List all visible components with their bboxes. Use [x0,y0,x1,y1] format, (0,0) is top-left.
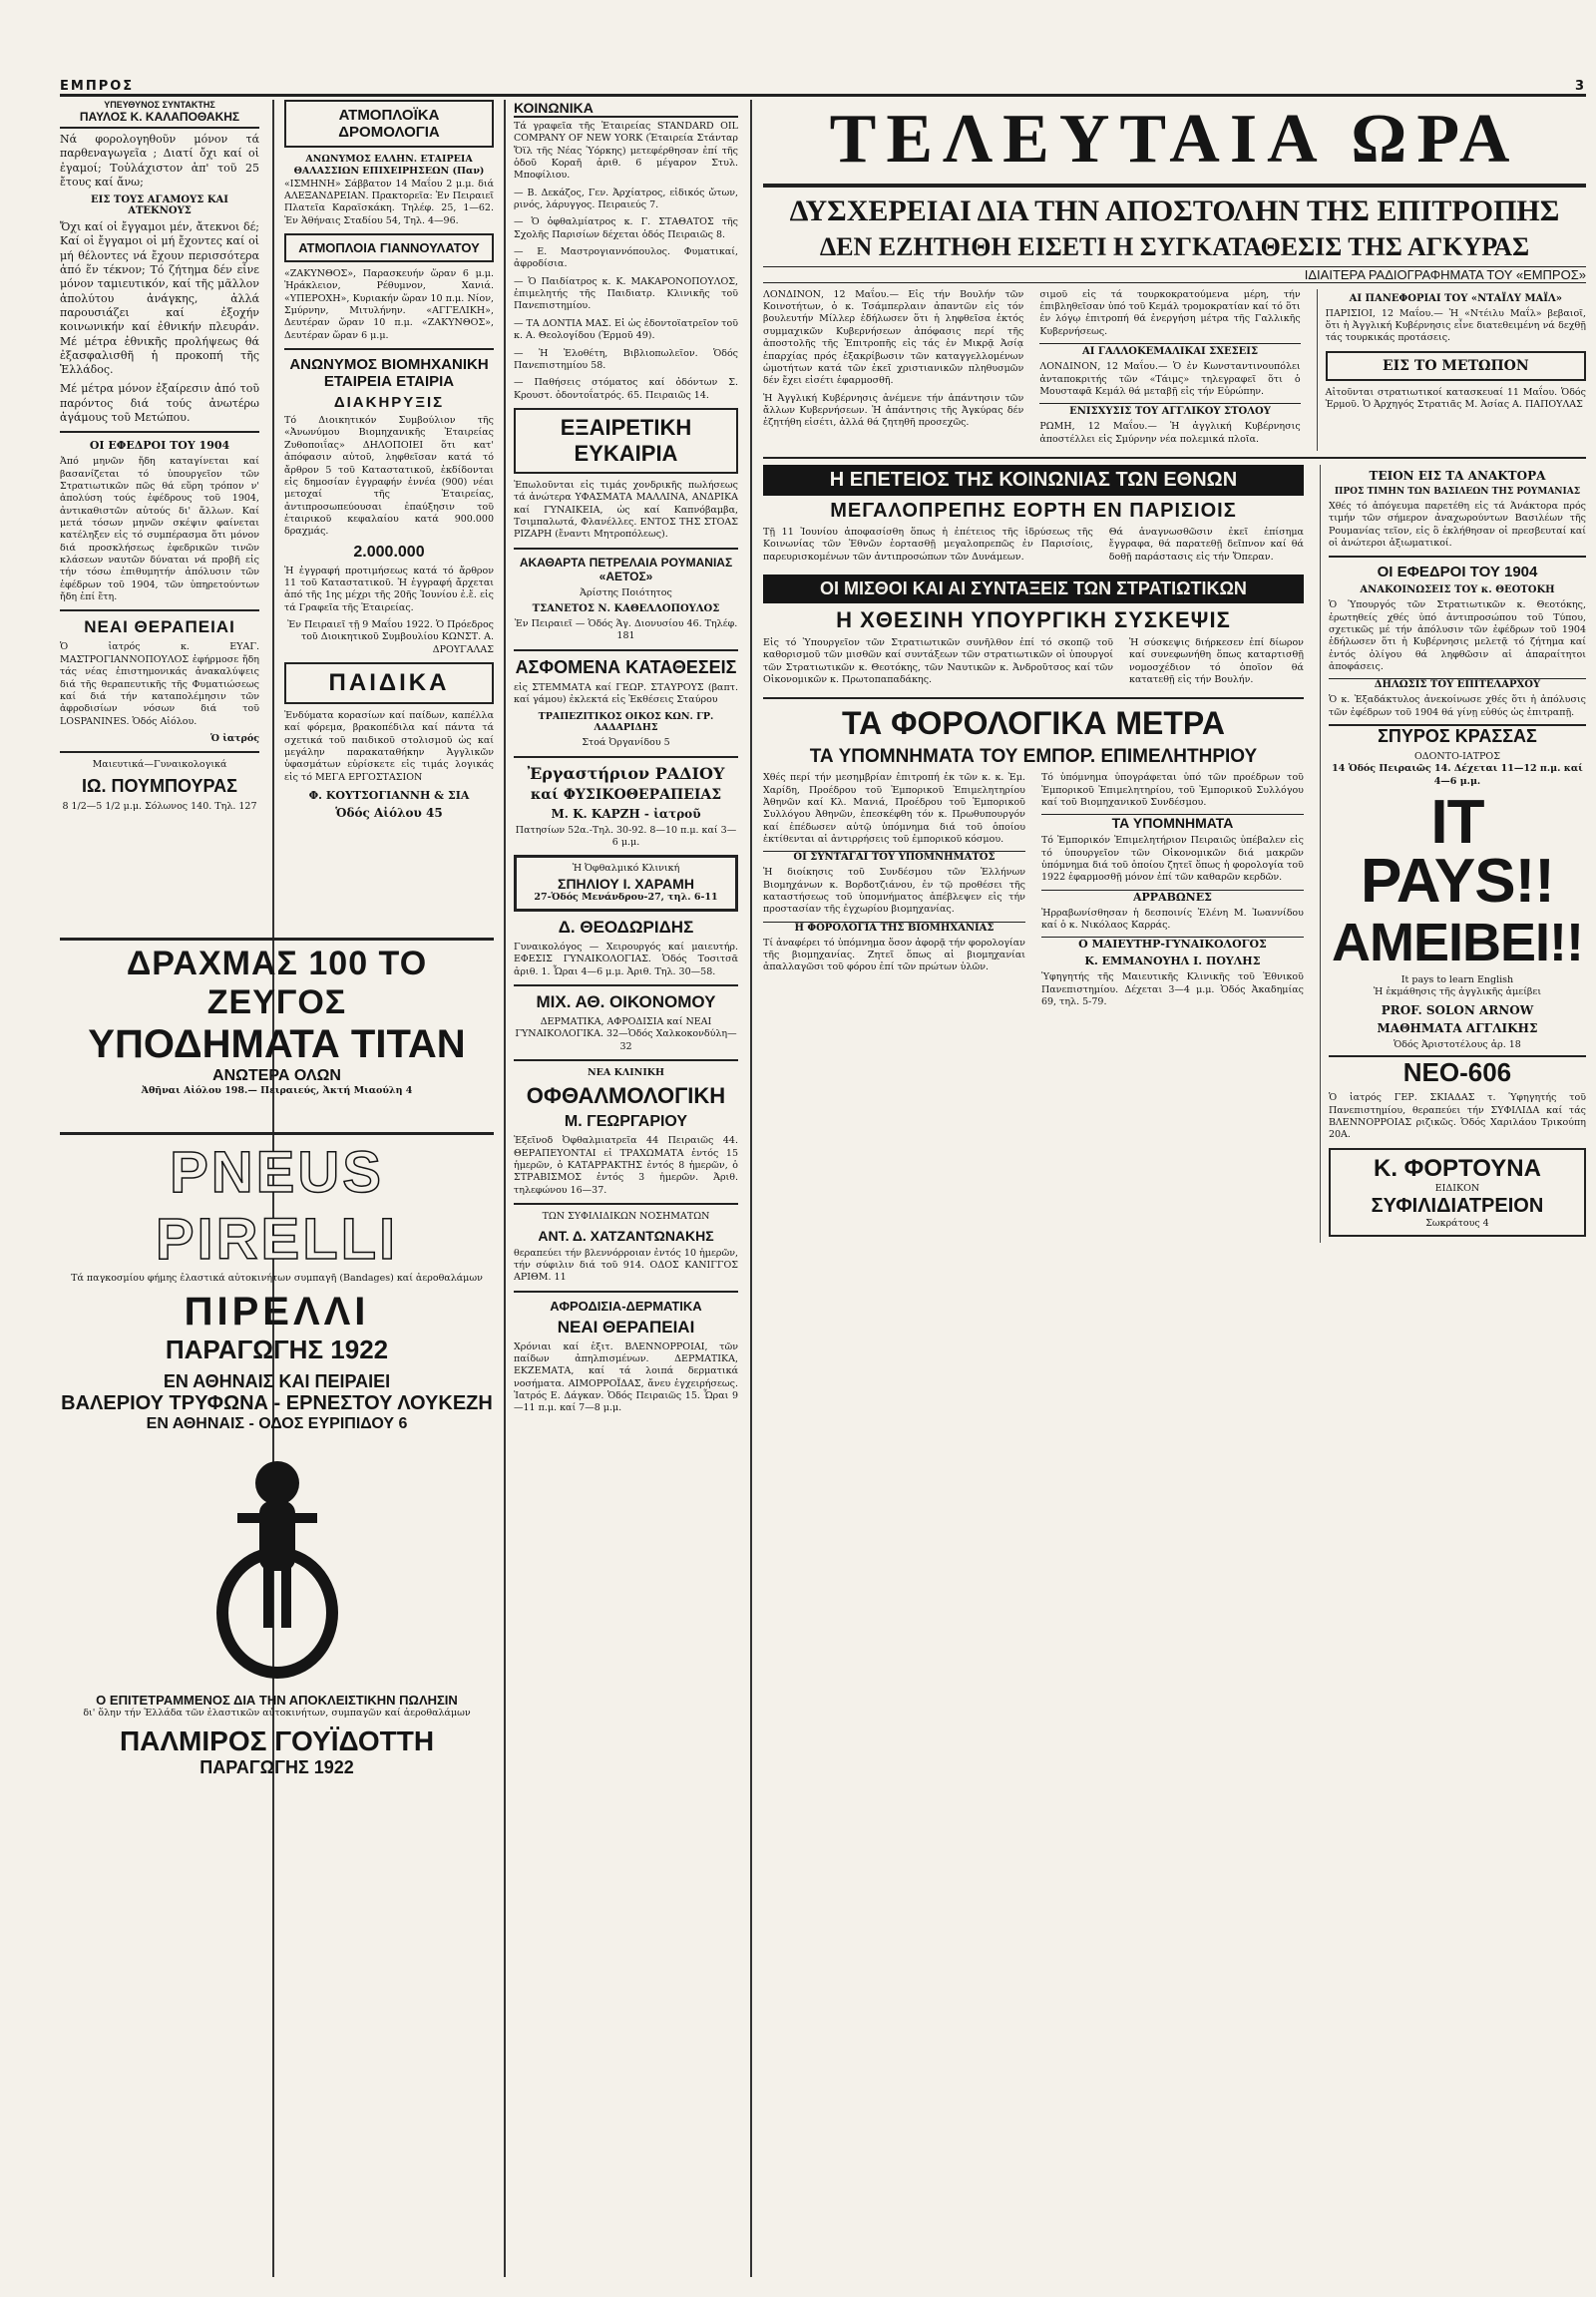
notice-body: Τό Διοικητικόν Συμβούλιον τῆς «Ἀνωνύμου Βιομηχανικῆς Ἑταιρείας Ζυθοποιΐας» ΔΗΛΟΠΟΙΕΙ ὅτι κατ' ἀπόφασιν αὐτοῦ, ληφθεῖσαν κατά τό ἄρθρον 5 τοῦ Καταστατικοῦ, ἐκδίδονται εἰς δημοσίαν ἐγγραφήν ἐννέα (900) νέαι μετοχαί τῆς Ἑταιρείας, ἀντιπροσωπεύουσαι ἐπαύξησιν τοῦ ἑταιρικοῦ κεφαλαίου κατά 900.000 δραχμάς. [284,415,494,538]
tax-body-cols [763,772,1304,1013]
teacher-address: Ὁδός Ἀριστοτέλους ἀρ. 18 [1394,1038,1521,1050]
ad-heading: ΝΕΑΙ ΘΕΡΑΠΕΙΑΙ [84,617,235,637]
obstetrician-body: Ὑφηγητής τῆς Μαιευτικῆς Κλινικῆς τοῦ Ἐθνικοῦ Πανεπιστημίου. Δέχεται 3—4 μ.μ. Ὁδός Ἀκαδημίας 69, τηλ. 5-79. [1040,971,1304,1008]
column-rule [504,100,506,2277]
divider [514,984,738,986]
tax-col-a [763,772,1025,1013]
clinic-name: Μ. ΓΕΩΡΓΑΡΙΟΥ [564,1113,688,1131]
ad-address: 8 1/2—5 1/2 μ.μ. Σόλωνος 140. Τηλ. 127 [62,800,257,812]
clinic-heading: ΟΦΘΑΛΜΟΛΟΓΙΚΗ [526,1083,726,1109]
petrol-name: ΤΣΑΝΕΤΟΣ Ν. ΚΑΘΕΛΛΟΠΟΥΛΟΣ [532,602,720,614]
lead-col-a [763,289,1023,451]
fortouna-heading: ΣΥΦΙΛΙΔΙΑΤΡΕΙΟΝ [1371,1194,1544,1217]
pirelli-distributor-text: δι' ὅλην τήν Ἑλλάδα τῶν ἐλαστικῶν αὐτοκινήτων, συμπαγῶν καί ἀεροθαλάμων [83,1708,471,1720]
shipping-heading-2: ΑΤΜΟΠΛΟΙΑ ΓΙΑΝΝΟΥΛΑΤΟΥ [284,233,494,262]
dentist-title: ΟΔΟΝΤΟ-ΙΑΤΡΟΣ [1414,751,1500,763]
lead-col-b [1039,289,1300,451]
news-heading: ΑΙ ΓΑΛΛΟΚΕΜΑΛΙΚΑΙ ΣΧΕΣΕΙΣ [1039,343,1300,357]
shoes-brand: ΥΠΟΔΗΜΑΤΑ ΤΙΤΑΝ [88,1022,466,1066]
column-3 [514,100,738,2277]
middle-main [763,465,1304,1243]
palace-heading: ΤΕΙΟΝ ΕΙΣ ΤΑ ΑΝΑΚΤΟΡΑ [1369,468,1546,483]
lead-body: ΛΟΝΔΙΝΟΝ, 12 Μαΐου.— Εἰς τήν Βουλήν τῶν Κοινοτήτων, ὁ κ. Τσάμπερλαιν ἀπαντῶν εἰς τόν βουλευτήν Μίλλερ ἐδήλωσεν ὅτι ἡ ληφθεῖσα ἐκτός συμμαχικῶν Κυβερνήσεων ἀπόφασις περί τῆς ἀποστολῆς τῆς Ἐπιτροπῆς εἰς τάς ἐν Μικρᾷ Ἀσίᾳ ἐπαρχίας πρός ἐξακρίβωσιν τῶν καταγγελλομένων ὠμοτήτων κατά τῶν ἐκεῖ χριστιανικῶν πληθυσμῶν δέν ἔχει εἰσέτι ἐφαρμοσθῆ. [763,288,1024,387]
shipping-company: ΑΝΩΝΥΜΟΣ ΕΛΛΗΝ. ΕΤΑΙΡΕΙΑ ΘΑΛΑΣΣΙΩΝ ΕΠΙΧΕΙΡΗΣΕΩΝ (Παν) [293,154,485,178]
pirelli-logo: PNEUS PIRELLI [155,1140,399,1272]
fortouna-address: Σωκράτους 4 [1425,1217,1489,1229]
kids-shop-name: Φ. ΚΟΥΤΣΟΓΙΑΝΝΗ & ΣΙΑ [308,789,470,803]
social-item: — Ὁ ὀφθαλμίατρος κ. Γ. ΣΤΑΘΑΤΟΣ τῆς Σχολῆς Παρισίων δέχεται ὁδός Πειραιῶς 8. [514,216,738,240]
pirelli-ad [60,1132,494,2272]
column-4-latest-hour [763,100,1586,2277]
news-heading: Η ΦΟΡΟΛΟΓΙΑ ΤΗΣ ΒΙΟΜΗΧΑΝΙΑΣ [763,922,1025,934]
notice-subheading: ΔΙΑΚΗΡΥΞΙΣ [333,394,445,412]
pirelli-name: ΠΙΡΕΛΛΙ [184,1290,370,1335]
news-heading: ΕΝΙΣΧΥΣΙΣ ΤΟΥ ΑΓΓΛΙΚΟΥ ΣΤΟΛΟΥ [1039,403,1300,417]
engagements-heading: ΑΡΡΑΒΩΝΕΣ [1041,890,1304,904]
clinic-body: Ἐξεῖνοδ Ὀφθαλμιατρεῖα 44 Πειραιῶς 44. ΘΕΡΑΠΕΥΟΝΤΑΙ εἰ ΤΡΑΧΩΜΑΤΑ ἐντός 15 ἡμερῶν, ὁ ΚΑΤΑΡΡΑΚΤΗΣ ἐντός 8 ἡμερῶν, ὁ ΣΤΡΑΒΙΣΜΟΣ ἐντός 3 ἡμερῶν. Ἀριθ. τηλεφώνου 16—37. [514,1135,738,1196]
divider [514,548,738,550]
social-body: Τά γραφεῖα τῆς Ἑταιρείας STANDARD OIL COMPANY OF NEW YORK (Ἑταιρεία Στάνταρ Ὄϊλ τῆς Νέας Ὑόρκης) μετεφέρθησαν ἐπί τῆς ὁδοῦ Κοραῆ ἀριθ. 6 μέγαρον Στυλ. Μποφίλιου. [514,121,738,182]
ad-signature: Ὁ ἰατρός [210,732,259,744]
shoes-ad [60,938,494,1097]
radio-subheading: καί ΦΥΣΙΚΟΘΕΡΑΠΕΙΑΣ [530,786,722,803]
wages-heading: ΟΙ ΜΙΣΘΟΙ ΚΑΙ ΑΙ ΣΥΝΤΑΞΕΙΣ ΤΩΝ ΣΤΡΑΤΙΩΤΙΚΩΝ [763,574,1304,603]
sale-body: Ἐπωλοῦνται εἰς τιμάς χονδρικῆς πωλήσεως τά ἀνώτερα ΥΦΑΣΜΑΤΑ ΜΑΛΛΙΝΑ, ΑΝΔΡΙΚΑ καί ΓΥΝΑΙΚΕΙΑ, ὡς καί Καπνόβαμβα, Τσιμπαλωτά, Φλανέλλες. ΕΝΤΟΣ ΤΗΣ ΣΤΟΑΣ ΡΙΖΑΡΗ (ἔναντι Μητροπόλεως). [514,479,738,541]
pirelli-distributor-line: Ο ΕΠΙΤΕΤΡΑΜΜΕΝΟΣ ΔΙΑ ΤΗΝ ΑΠΟΚΛΕΙΣΤΙΚΗΝ ΠΩΛΗΣΙΝ [96,1693,458,1709]
social-item: — Ε. Μαστρογιαννόπουλος. Φυματικαί, ἀφροδίσια. [514,246,738,270]
pirelli-text: Τά παγκοσμίου φήμης ἐλαστικά αὐτοκινήτων συμπαγῆ (Bandages) καί ἀεροθαλάμων [71,1273,483,1284]
eye-clinic-box [514,855,738,912]
engagements-body: Ἠρραβωνίσθησαν ἡ δεσποινίς Ἑλένη Μ. Ἰωαννίδου καί ὁ κ. Νικόλαος Καρράς. [1040,907,1304,932]
social-list [514,188,738,402]
shoes-address: Ἀθῆναι Αἰόλου 198.— Πειραιεύς, Ἀκτή Μιαούλη 4 [141,1085,413,1096]
kids-heading: ΠΑΙΔΙΚΑ [284,662,494,704]
notice-amount: 2.000.000 [353,543,425,561]
derm-heading: ΑΦΡΟΔΙΣΙΑ-ΔΕΡΜΑΤΙΚΑ [550,1298,702,1314]
notice-heading: ΑΝΩΝΥΜΟΣ ΒΙΟΜΗΧΑΝΙΚΗ ΕΤΑΙΡΕΙΑ ΕΤΑΙΡΙΑ [289,356,489,391]
petrol-quality: Ἀρίστης Ποιότητος [580,586,672,598]
pirelli-where: ΕΝ ΑΘΗΝΑΙΣ ΚΑΙ ΠΕΙΡΑΙΕΙ [163,1371,391,1392]
social-item: — ΤΑ ΔΟΝΤΙΑ ΜΑΣ. Εἰ ὡς ἐδοντοϊατρεῖον τοῦ κ. Α. Θεολογίδου (Ἑρμοῦ 49). [514,317,738,342]
dentist-name: ΣΠΥΡΟΣ ΚΡΑΣΣΑΣ [1329,724,1586,747]
social-item: — Ὁ Παιδίατρος κ. Κ. ΜΑΚΑΡΟΝΟΠΟΥΛΟΣ, ἐπιμελητής τῆς Παιδιατρ. Κλινικῆς τοῦ Πανεπιστημίου. [514,275,738,312]
reservists-heading: ΟΙ ΕΦΕΔΡΟΙ ΤΟΥ 1904 [1377,564,1538,581]
obstetrician-name: Κ. ΕΜΜΑΝΟΥΗΛ Ι. ΠΟΥΛΗΣ [1084,955,1261,968]
ad-label: Μαιευτικά—Γυναικολογικά [92,759,227,771]
derm-body: Χρόνιαι καί ἐξιτ. ΒΛΕΝΝΟΡΡΟΙΑΙ, τῶν παίδων ἀπηλπισμένων. ΔΕΡΜΑΤΙΚΑ, ΕΚΖΕΜΑΤΑ, καί τά λοιπά δερματικά νοσήματα. ΑΙΜΟΡΡΟΪΔΑΣ, ἄνευ ἐγχειρήσεως. Ἰατρός Ε. Δάγκαν. Ὁδός Πειραιῶς 15. Ὧραι 9—11 π.μ. καί 7—8 μ.μ. [514,1340,738,1414]
derm-subheading: ΝΕΑΙ ΘΕΡΑΠΕΙΑΙ [557,1317,695,1337]
article-body: Μέ μέτρα μόνον ἐξαίρεσιν ἀπό τοῦ παρόντος διά τούς ἀνωτέρω ἀγάμους τοῦ Μετώπου. [60,382,259,425]
news-heading: ΑΙ ΠΑΝΕΦΟΡΙΑΙ ΤΟΥ «ΝΤΑΪΛΥ ΜΑΪΛ» [1349,292,1562,304]
tax-subheading: ΤΑ ΥΠΟΜΝΗΜΑΤΑ ΤΟΥ ΕΜΠΟΡ. ΕΠΙΜΕΛΗΤΗΡΙΟΥ [809,746,1258,768]
memo-heading: ΤΑ ΥΠΟΜΝΗΜΑΤΑ [1041,814,1304,831]
lead-subheading: ΙΔΙΑΙΤΕΡΑ ΡΑΔΙΟΓΡΑΦΗΜΑΤΑ ΤΟΥ «ΕΜΠΡΟΣ» [763,266,1586,283]
divider [60,751,259,753]
deposit-address: Στοά Ὀργανίδου 5 [582,737,670,749]
editor-name: ΠΑΥΛΟΣ Κ. ΚΑΛΑΠΟΘΑΚΗΣ [60,110,259,129]
boy-with-tire-illustration [198,1443,357,1683]
deposit-body: εἰς ΣΤΕΜΜΑΤΑ καί ΓΕΩΡ. ΣΤΑΥΡΟΥΣ (βαπτ. καί γάμου) ἐκλεκτά εἰς Ἐκθέσεις Σταύρου [514,681,738,705]
lead-headline-1: ΔΥΣΧΕΡΕΙΑΙ ΔΙΑ ΤΗΝ ΑΠΟΣΤΟΛΗΝ ΤΗΣ ΕΠΙΤΡΟΠΗΣ [789,194,1560,227]
doctor-body: Γυναικολόγος — Χειρουργός καί μαιευτήρ. ΕΦΕΣΙΣ ΓΥΝΑΙΚΟΛΟΓΙΑΣ. Ὁδός Τοσιτσᾶ ἀριθ. 1. Ὧραι 4—6 μ.μ. Ἀριθ. Τηλ. 30—58. [514,942,738,977]
article-subheading: ΕΙΣ ΤΟΥΣ ΑΓΑΜΟΥΣ ΚΑΙ ΑΤΕΚΝΟΥΣ [91,194,228,217]
eye-clinic-heading: Ἡ Ὀφθαλμικό Κλινική [572,863,680,875]
statement-body: Ὁ κ. Ἐξαδάκτυλος ἀνεκοίνωσε χθές ὅτι ἡ ἀπόλυσις τῶν ἐφέδρων τοῦ 1904 θά γίνῃ εὐθύς ὡς ἐπιτραπῇ. [1328,694,1586,718]
news-body: ΠΑΡΙΣΙΟΙ, 12 Μαΐου.— Ἡ «Ντέιλυ Μαΐλ» βεβαιοῖ, ὅτι ἡ Ἀγγλική Κυβέρνησις εἶνε διατεθειμένη νά δεχθῇ τάς τουρκικάς προτάσεις. [1325,307,1586,344]
lead-headline-2: ΔΕΝ ΕΖΗΤΗΘΗ ΕΙΣΕΤΙ Η ΣΥΓΚΑΤΑΘΕΣΙΣ ΤΗΣ ΑΓΚΥΡΑΣ [819,231,1530,261]
itpays-english: IT PAYS!! [1361,788,1554,916]
fortouna-box [1329,1148,1586,1238]
wages-subheading: Η ΧΘΕΣΙΝΗ ΥΠΟΥΡΓΙΚΗ ΣΥΣΚΕΨΙΣ [836,606,1231,632]
radio-heading: Ἐργαστήριον ΡΑΔΙΟΥ [527,763,725,783]
fortouna-name: Κ. ΦΟΡΤΟΥΝΑ [1373,1154,1541,1182]
pirelli-year: ΠΑΡΑΓΩΓΗΣ 1922 [165,1335,389,1365]
doctor-heading: Δ. ΘΕΟΔΩΡΙΔΗΣ [558,918,694,938]
article-body: Ὄχι καί οἱ ἔγγαμοι μέν, ἄτεκνοι δέ; Καί οἱ ἔγγαμοι οἱ μή ἔχοντες καί οἱ μή θέλοντες νά ἔχουν περισσότερα ἀπό ἕν τέκνον; Τό ζήτημα δέν εἶνε μόνον ταμιευτικόν, καί τῆς μᾶλλον ἀπολύτου ἀνάγκης, ἀλλά παρουσιάζει καί ἐξοχήν κοινωνικήν καί ἐθνικήν πλευράν. Μέ μέτρα ἐθνικῆς προλήψεως θά ἐξασφαλισθῆ ἡ προκοπή τῆς Ἑλλάδος. [60,220,259,377]
festival-body-cols [763,527,1304,569]
article-body: Ἀπό μηνῶν ἤδη καταγίνεται καί βασανίζεται τό ὑπουργεῖον τῶν Στρατιωτικῶν πῶς θά εὕρη τρόπον ν' ἀπολύση τούς ἐφέδρους τοῦ 1904, ἀντικαθιστῶν αὐτούς δι' ἄλλων. Καί μετά τόσων μηνῶν σκέψιν φαίνεται κατέληξεν εἰς τό συμπέρασμα ὅτι μόνον διά προσκλήσεως ἐφεδρικῶν τινῶν κλάσεων ναυτῶν δύναται νά προβῆ εἰς τήν τόσω ἐπιθυμητήν ἀπόλυσιν τῶν ἐφέδρων τοῦ 1904, τῶν ὑπηρετούντων ἤδη ἐπί ἔτη. [60,456,259,603]
pirelli-dealer-address: ΕΝ ΑΘΗΝΑΙΣ - ΟΔΟΣ ΕΥΡΙΠΙΔΟΥ 6 [146,1415,408,1433]
divider [514,1291,738,1293]
news-body: ΡΩΜΗ, 12 Μαΐου.— Ἡ ἀγγλική Κυβέρνησις ἀποστέλλει εἰς Σμύρνην νέα πολεμικά πλοῖα. [1039,421,1301,445]
deposit-name: ΤΡΑΠΕΖΙΤΙΚΟΣ ΟΙΚΟΣ ΚΩΝ. ΓΡ. ΛΑΔΑΡΙΔΗΣ [538,711,714,734]
divider [514,649,738,651]
dentist-address: 14 Ὁδός Πειραιῶς 14. Δέχεται 11—12 π.μ. καί 4—6 μ.μ. [1332,763,1583,787]
deposit-heading: ΑΣΦΟΜΕΝΑ ΚΑΤΑΘΕΣΕΙΣ [515,656,737,677]
wages-body-cols [763,637,1304,691]
itpays-greek: ΑΜΕΙΒΕΙ!! [1331,912,1583,972]
pirelli-distributor-name: ΠΑΛΜΙΡΟΣ ΓΟΥΪΔΟΤΤΗ [119,1724,435,1756]
page-number: 3 [1574,79,1586,94]
kids-shop-address: Ὁδός Αἰόλου 45 [335,806,443,821]
divider [514,1203,738,1205]
venereal-body: θεραπεύει τήν βλεννόρροιαν ἐντός 10 ἡμερῶν, τήν σύφιλιν διά τοῦ 914. ΟΔΟΣ ΚΑΝΙΓΓΟΣ ΑΡΙΘΜ. 11 [514,1247,738,1284]
lead-col-c [1317,289,1586,451]
palace-body: Χθές τό ἀπόγευμα παρετέθη εἰς τά Ἀνάκτορα πρός τιμήν τῶν σήμερον ἀναχωρούντων Βασιλέων τῆς Ρουμανίας τεῖον, εἰς ὃ ἐκλήθησαν οἱ πρεσβευταί καί οἱ ἀνώτεροι ἀξιωματικοί. [1328,500,1586,549]
news-body: Ἡ διοίκησις τοῦ Συνδέσμου τῶν Ἑλλήνων Βιομηχάνων κ. Βορδοτζιάνου, ἐν τῷ προθέσει τῆς καταστήσεως τοῦ ὑπομνήματος ἀπέβλεψεν εἰς τήν προστασίαν τῆς ἐγχωρίου βιομηχανίας. [763,867,1025,916]
tax-body: Τό ὑπόμνημα ὑπογράφεται ὑπό τῶν προέδρων τοῦ Ἐμπορικοῦ Ἐπιμελητηρίου, τοῦ Ἐμπορικοῦ Συλλόγου καί τοῦ Βιομηχανικοῦ Συνδέσμου. [1040,772,1304,808]
memo-body: Τό Ἐμπορικόν Ἐπιμελητήριον Πειραιῶς ὑπέβαλεν εἰς τό ὑπουργεῖον τῶν Οἰκονομικῶν διά μακρῶν ὑπόμνημα διά τοῦ ὁποίου ζητεῖ ὅπως ἡ φορολογία τοῦ 1922 ἐφαρμοσθῇ μόνον ἐπί τῶν καθαρῶν κερδῶν. [1040,835,1304,884]
petrol-address: Ἐν Πειραιεῖ — Ὁδός Ἁγ. Διονυσίου 46. Τηλέφ. 181 [514,617,738,642]
shipping-schedule-2: «ΖΑΚΥΝΘΟΣ», Παρασκευήν ὥραν 6 μ.μ. Ἠράκλειον, Ρέθυμνον, Χανιά. «ΥΠΕΡΟΧΗ», Κυριακήν ὥραν 10 π.μ. Νίον, Σμύρνην, Μιτυλήνην. «ΑΓΓΕΛΙΚΗ», Δευτέραν ὥραν 10 π.μ. «ΖΑΚΥΝΘΟΣ», Δευτέραν ὥραν 6 μ.μ. [284,268,494,341]
social-item: — Β. Δεκάζος, Γεν. Ἀρχίατρος, εἰδικός ὤτων, ρινός, λάρυγγος. Πειραιεύς 7. [514,187,738,211]
doctor2-body: ΔΕΡΜΑΤΙΚΑ, ΑΦΡΟΔΙΣΙΑ καί ΝΕΑΙ ΓΥΝΑΙΚΟΛΟΓΙΚΑ. 32—Ὁδός Χαλκοκονδύλη—32 [515,1016,737,1052]
tax-heading: ΤΑ ΦΟΡΟΛΟΓΙΚΑ ΜΕΤΡΑ [842,705,1225,742]
neo606-heading: ΝΕΟ-606 [1329,1055,1586,1088]
social-item: — Ἡ Ἐλοθέτη, Βιβλιοπωλεῖον. Ὁδός Πανεπιστημίου 58. [514,347,738,371]
eye-clinic-address: 27-Ὁδός Μενάνδρου-27, τηλ. 6-11 [534,891,718,903]
social-heading: ΚΟΙΝΩΝΙΚΑ [514,100,738,118]
lead-body: σιμοῦ εἰς τά τουρκοκρατούμενα μέρη, τήν ἐπιβληθεῖσαν ὑπό τοῦ Κεμάλ τρομοκρατίαν καί τό ὅτι ἐν λόγῳ ἐπιτροπή θά ἐνεργήση μέτρα τῆς Γαλλικῆς Κυβερνήσεως. [1039,288,1301,337]
tax-col-b [1041,772,1304,1013]
reservists-body: Ὁ Ὑπουργός τῶν Στρατιωτικῶν κ. Θεοτόκης, ἐρωτηθείς χθές ὑπό ἀντιπροσώπου τοῦ Τύπου, σχετικῶς μέ τήν ἀπόλυσιν τῶν ἐφέδρων τοῦ 1904 ἐδήλωσεν ὅτι ἡ Κυβέρνησις μελετᾷ τό ζήτημα καί ἐντός ὀλίγου θά ληφθῶσιν αἱ ἀπαραίτητοι ἀποφάσεις. [1328,599,1586,672]
festival-body: Θά ἀναγνωσθῶσιν ἐκεῖ ἐπίσημα ἔγγραφα, θά παρατεθῇ δεῖπνον καί θά δοθῇ παράστασις εἰς τήν Ὄπεραν. [1108,526,1304,563]
doctor2-heading: ΜΙΧ. ΑΘ. ΟΙΚΟΝΟΜΟΥ [536,992,716,1012]
palace-subheading: ΠΡΟΣ ΤΙΜΗΝ ΤΩΝ ΒΑΣΙΛΕΩΝ ΤΗΣ ΡΟΥΜΑΝΙΑΣ [1334,486,1581,497]
notice-signature: Ἐν Πειραιεῖ τῇ 9 Μαΐου 1922. Ὁ Πρόεδρος τοῦ Διοικητικοῦ Συμβουλίου ΚΩΝΣΤ. Α. ΔΡΟΥΓΑΛΑΣ [287,618,494,655]
editor-label: ΥΠΕΥΘΥΝΟΣ ΣΥΝΤΑΚΤΗΣ [104,100,215,110]
itpays-line-greek: Ἡ ἐκμάθησις τῆς ἀγγλικῆς ἀμείβει [1373,986,1542,998]
shipping-schedule: «ΙΣΜΗΝΗ» Σάββατον 14 Μαΐου 2 μ.μ. διά ΑΛΕΞΑΝΔΡΕΙΑΝ. Πρακτορεῖα: Ἐν Πειραιεῖ Πλατεῖα Καραϊσκάκη. Τηλέφ. 25, 1—62. Ἐν Ἀθήναις Σταδίου 54, Τηλ. 4—96. [284,178,494,226]
shoes-price: ΔΡΑΧΜΑΣ 100 ΤΟ ΖΕΥΓΟΣ [126,945,428,1021]
news-body: ΛΟΝΔΙΝΟΝ, 12 Μαΐου.— Ὁ ἐν Κωνσταντινουπόλει ἀνταποκριτής τῶν «Τάιμς» τηλεγραφεῖ ὅτι ὁ Μουσταφᾶ Κεμάλ θά μεταβῇ εἰς τήν Εὐρώπην. [1039,361,1301,397]
column-2 [284,100,494,928]
radio-name: Μ. Κ. ΚΑΡΖΗ - ἰατροῦ [551,806,701,821]
obstetrician-heading: Ο ΜΑΙΕΥΤΗΡ-ΓΥΝΑΙΚΟΛΟΓΟΣ [1041,937,1304,951]
sale-heading: ΕΞΑΙΡΕΤΙΚΗ ΕΥΚΑΙΡΙΑ [514,408,738,474]
lead-body: Ἡ Ἀγγλική Κυβέρνησις ἀνέμενε τήν ἀπάντησιν τῶν ἄλλων Κυβερνήσεων. Ἡ ἀπάντησις τῆς Ἀγκύρας δέν ἐζητήθη εἰσέτι, ἀλλά θά ζητηθῆ προσεχῶς. [763,392,1024,429]
middle-section [763,457,1586,1243]
middle-right [1320,465,1586,1243]
tax-body: Χθές περί τήν μεσημβρίαν ἐπιτροπή ἐκ τῶν κ. κ. Ἐμ. Χαρίδη, Προέδρου τοῦ Ἐμπορικοῦ Ἐπιμελητηρίου Ἀθηνῶν καί Κλ. Μανιά, Προέδρου τοῦ Ἐμπορικοῦ Συλλόγου Ἀθηνῶν, ἐπεσκέφθη τόν κ. Πρωθυπουργόν καί ἐπέδωσεν αὐτῷ ὑπόμνημα διά τοῦ ὁποίου ἐκτίθενται αἱ ἀντιρρήσεις τοῦ ἐμπορικοῦ κόσμου. [763,772,1025,846]
venereal-name: ΑΝΤ. Δ. ΧΑΤΖΑΝΤΩΝΑΚΗΣ [538,1227,714,1244]
divider [60,431,259,433]
divider [763,697,1304,699]
fortouna-label: ΕΙΔΙΚΟΝ [1434,1182,1480,1194]
radio-address: Πατησίων 52α.-Τηλ. 30-92. 8—10 π.μ. καί 3—6 μ.μ. [515,824,737,848]
kids-body: Ἐνδύματα κορασίων καί παίδων, καπέλλα καί φόρεμα, βρακοπέδιλα καί πάντα τά σχετικά τοῦ παιδικοῦ στολισμοῦ ὡς καί μεγάλην παρακαταθήκην Ἀγγλικῶν ὑφασμάτων εὑρίσκετε εἰς τιμάς λογικάς εἰς τό ΜΕΓΑ ΕΡΓΟΣΤΑΣΙΟΝ [284,709,494,783]
section-title: ΤΕΛΕΥΤΑΙΑ ΩΡΑ [763,100,1586,188]
divider [284,348,494,350]
shoes-tagline: ΑΝΩΤΕΡΑ ΟΛΩΝ [212,1067,341,1084]
masthead [60,78,1586,97]
front-body: Αἰτοῦνται στρατιωτικοί κατασκευαί 11 Μαΐου. Ὁδός Ἑρμοῦ. Ὁ Ἀρχηγός Στρατιᾶς Μ. Ἀσίας Α. ΠΑΠΟΥΛΑΣ [1325,386,1586,411]
front-heading: ΕΙΣ ΤΟ ΜΕΤΩΠΟΝ [1326,351,1586,381]
eye-clinic-name: ΣΠΗΛΙΟΥ Ι. ΧΑΡΑΜΗ [558,875,694,892]
festival-heading: Η ΕΠΕΤΕΙΟΣ ΤΗΣ ΚΟΙΝΩΝΙΑΣ ΤΩΝ ΕΘΝΩΝ [763,465,1304,496]
divider [1329,556,1586,558]
festival-subheading: ΜΕΓΑΛΟΠΡΕΠΗΣ ΕΟΡΤΗ ΕΝ ΠΑΡΙΣΙΟΙΣ [830,499,1237,522]
wages-body: Ἡ σύσκεψις διήρκεσεν ἐπί δίωρον καί συνεφωνήθη ὅπως καταρτισθῇ νομοσχέδιον τό ὁποῖον θά κατατεθῇ εἰς τήν Βουλήν. [1129,636,1304,685]
neo606-body: Ὁ ἰατρός ΓΕΡ. ΣΚΙΑΔΑΣ τ. Ὑφηγητής τοῦ Πανεπιστημίου, θεραπεύει τήν ΣΥΦΙΛΙΔΑ καί τάς ΒΛΕΝΝΟΡΡΟΙΑΣ ριζικῶς. Ὁδός Χαριλάου Τρικούπη 20Α. [1328,1092,1586,1141]
shipping-heading: ΑΤΜΟΠΛΟΪΚΑ ΔΡΟΜΟΛΟΓΙΑ [284,100,494,148]
reservists-subheading: ΑΝΑΚΟΙΝΩΣΕΙΣ ΤΟΥ κ. ΘΕΟΤΟΚΗ [1360,584,1555,596]
news-body: Τί ἀναφέρει τό ὑπόμνημα ὅσον ἀφορᾷ τήν φορολογίαν τῆς βιομηχανίας. Ζητεῖ ὅπως αἱ βιομηχανίαι ἀπαλλαγῶσι τοῦ φόρου ἐπί τῶν πρώτων ὑλῶν. [763,937,1025,973]
venereal-label: ΤΩΝ ΣΥΦΙΛΙΔΙΚΩΝ ΝΟΣΗΜΑΤΩΝ [542,1211,710,1223]
notice-body: Ἡ ἐγγραφή προτιμήσεως κατά τό ἄρθρον 11 τοῦ Καταστατικοῦ. Ἡ ἐγγραφή ἄρχεται ἀπό τῆς 1ης μέχρι τῆς 20ῆς Ἰουνίου ἐ.ἔ. εἰς τά Γραφεῖα τῆς Ἑταιρείας. [284,565,494,613]
itpays-line: It pays to learn English [1400,974,1514,986]
article-heading: ΟΙ ΕΦΕΔΡΟΙ ΤΟΥ 1904 [89,439,230,453]
article-intro: Νά φορολογηθοῦν μόνον τά παρθεναγωγεῖα ; Διατί ὄχι καί οἱ ἐγαμοί; Τοὐλάχιστον ἀπ' τοῦ 25 ἔτους καί ἄνω; [60,133,259,189]
teacher-name: PROF. SOLON ARNOW [1381,1002,1534,1017]
ad-name: ΙΩ. ΠΟΥΜΠΟΥΡΑΣ [82,775,237,796]
masthead-paper-name: ΕΜΠΡΟΣ [60,79,135,94]
divider [514,1059,738,1061]
pirelli-dealer: ΒΑΛΕΡΙΟΥ ΤΡΥΦΩΝΑ - ΕΡΝΕΣΤΟΥ ΛΟΥΚΕΖΗ [61,1392,493,1415]
pirelli-production-year: ΠΑΡΑΓΩΓΗΣ 1922 [200,1756,354,1777]
social-item: — Παθήσεις στόματος καί ὀδόντων Σ. Κρουστ. ὀδοντοΐατρός. 65. Πειραιῶς 14. [514,377,738,401]
wages-body: Εἰς τό Ὑπουργεῖον τῶν Στρατιωτικῶν συνῆλθον ἐπί τό σκοπῷ τοῦ καθορισμοῦ τῶν μισθῶν καί συντάξεων τῶν στρατιωτικῶν οἱ ὑπουργοί τῶν Στρατιωτικῶν κ. Θεοτόκης, τῶν Ναυτικῶν κ. Ἀνδροῦτσος καί τῶν Οἰκονομικῶν κ. Πρωτοπαπαδάκης. [763,636,1114,685]
petrol-heading: ΑΚΑΘΑΡΤΑ ΠΕΤΡΕΛΑΙΑ ΡΟΥΜΑΝΙΑΣ «ΑΕΤΟΣ» [519,555,733,583]
festival-body: Τῇ 11 Ἰουνίου ἀποφασίσθη ὅπως ἡ ἐπέτειος τῆς ἱδρύσεως τῆς Κοινωνίας τῶν Ἐθνῶν ἑορτασθῇ μεγαλοπρεπῶς ἐν Παρισίοις, παρευρισκομένων τῶν ἀντιπροσώπων τῶν Δυνάμεων. [763,526,1093,563]
lead-columns [763,289,1586,451]
column-rule [750,100,752,2277]
clinic-label: ΝΕΑ ΚΛΙΝΙΚΗ [587,1067,665,1079]
teacher-subject: ΜΑΘΗΜΑΤΑ ΑΓΓΛΙΚΗΣ [1377,1020,1538,1035]
divider [60,609,259,611]
statement-heading: ΔΗΛΩΣΙΣ ΤΟΥ ΕΠΙΤΕΛΑΡΧΟΥ [1329,678,1586,690]
news-heading: ΟΙ ΣΥΝΤΑΓΑΙ ΤΟΥ ΥΠΟΜΝΗΜΑΤΟΣ [763,851,1025,863]
divider [514,756,738,758]
ad-body: Ὁ ἰατρός κ. ΕΥΑΓ. ΜΑΣΤΡΟΓΙΑΝΝΟΠΟΥΛΟΣ ἐφήρμοσε ἤδη τάς νέας ἐπιστημονικάς ἀνακαλύψεις διά τῆς θεραπευτικῆς τῆς Φυματιώσεως καί διά τήν καταπολέμησιν τῶν ἀφροδισίων νόσων διά τοῦ LOSPANINES. Ὁδός Αἰόλου. [60,641,259,727]
